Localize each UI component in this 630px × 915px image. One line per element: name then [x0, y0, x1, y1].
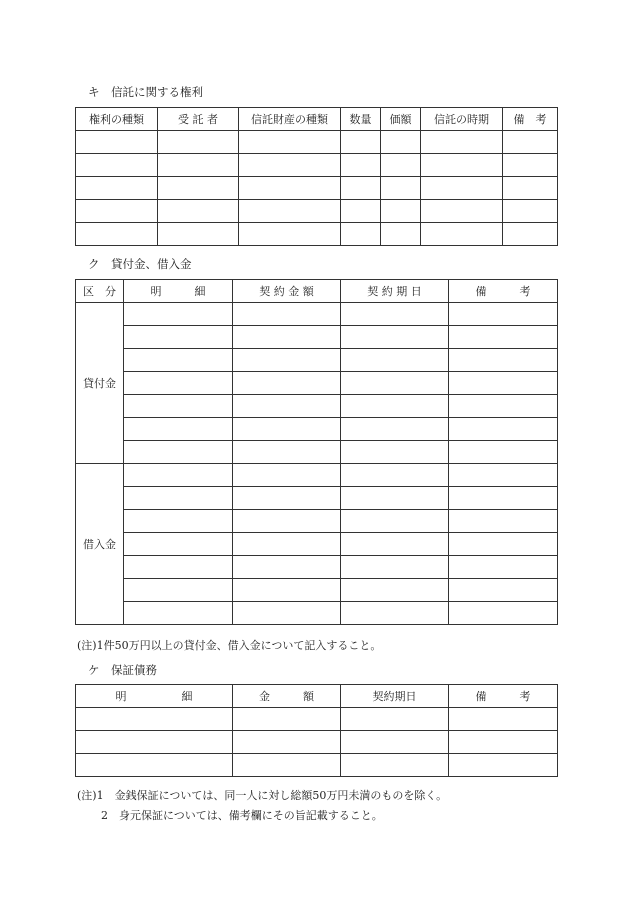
table-cell[interactable] [233, 731, 341, 754]
col-header-remarks: 備 考 [449, 280, 558, 303]
table-cell[interactable] [233, 418, 341, 441]
table-row [76, 602, 558, 625]
table-row [76, 349, 558, 372]
table-cell[interactable] [158, 177, 239, 200]
table-cell[interactable] [233, 533, 341, 556]
col-header-details: 明 細 [76, 685, 233, 708]
table-cell[interactable] [341, 349, 449, 372]
table-cell[interactable] [233, 708, 341, 731]
table-cell[interactable] [503, 177, 558, 200]
table-cell[interactable] [341, 533, 449, 556]
col-header-trustee: 受 託 者 [158, 108, 239, 131]
table-cell[interactable] [233, 579, 341, 602]
table-cell[interactable] [381, 200, 421, 223]
table-cell[interactable] [341, 754, 449, 777]
col-header-trust-property-type: 信託財産の種類 [239, 108, 341, 131]
table-cell[interactable] [341, 510, 449, 533]
table-row [76, 464, 558, 487]
table-row [76, 556, 558, 579]
guarantee-note-1: (注)1 金銭保証については、同一人に対し総額50万円未満のものを除く。 [77, 789, 448, 802]
table-cell[interactable] [341, 602, 449, 625]
table-cell[interactable] [124, 326, 233, 349]
table-cell[interactable] [158, 223, 239, 246]
loans-table [75, 279, 558, 625]
table-cell[interactable] [239, 200, 341, 223]
table-cell[interactable] [449, 418, 558, 441]
table-cell[interactable] [233, 556, 341, 579]
table-cell[interactable] [233, 602, 341, 625]
table-cell[interactable] [449, 533, 558, 556]
table-cell[interactable] [449, 303, 558, 326]
table-cell[interactable] [341, 464, 449, 487]
table-cell[interactable] [341, 223, 381, 246]
table-cell[interactable] [239, 223, 341, 246]
table-cell[interactable] [233, 464, 341, 487]
table-row [76, 418, 558, 441]
table-cell[interactable] [381, 177, 421, 200]
table-cell[interactable] [503, 200, 558, 223]
table-cell[interactable] [239, 131, 341, 154]
group-label-borrowing: 借入金 [76, 464, 124, 625]
table-cell[interactable] [341, 303, 449, 326]
table-cell[interactable] [449, 349, 558, 372]
table-cell[interactable] [341, 487, 449, 510]
table-cell[interactable] [449, 602, 558, 625]
table-cell[interactable] [341, 556, 449, 579]
table-cell[interactable] [233, 349, 341, 372]
table-cell[interactable] [158, 154, 239, 177]
table-cell[interactable] [341, 372, 449, 395]
table-cell[interactable] [233, 487, 341, 510]
table-cell[interactable] [381, 223, 421, 246]
guarantee-table [75, 684, 558, 777]
table-row [76, 395, 558, 418]
table-cell[interactable] [341, 326, 449, 349]
col-header-category: 区 分 [76, 280, 124, 303]
section-ku-heading: ク 貸付金、借入金 [88, 257, 192, 271]
section-ki-heading: キ 信託に関する権利 [88, 85, 203, 99]
table-cell[interactable] [449, 510, 558, 533]
table-cell[interactable] [449, 372, 558, 395]
table-cell[interactable] [158, 131, 239, 154]
table-cell[interactable] [76, 223, 158, 246]
table-cell[interactable] [503, 223, 558, 246]
table-cell[interactable] [449, 731, 558, 754]
table-cell[interactable] [503, 154, 558, 177]
table-cell[interactable] [233, 372, 341, 395]
table-cell[interactable] [503, 131, 558, 154]
section-ke-heading: ケ 保証債務 [88, 663, 157, 677]
table-cell[interactable] [449, 579, 558, 602]
table-cell[interactable] [449, 487, 558, 510]
table-cell[interactable] [124, 372, 233, 395]
table-cell[interactable] [76, 708, 233, 731]
table-row [76, 303, 558, 326]
table-row [76, 154, 558, 177]
table-cell[interactable] [76, 200, 158, 223]
table-cell[interactable] [124, 510, 233, 533]
col-header-contract-amount: 契 約 金 額 [233, 280, 341, 303]
table-cell[interactable] [124, 487, 233, 510]
guarantee-note-2: 2 身元保証については、備考欄にその旨記載すること。 [101, 809, 383, 822]
table-row [76, 200, 558, 223]
table-cell[interactable] [341, 177, 381, 200]
table-cell[interactable] [158, 200, 239, 223]
table-cell[interactable] [341, 154, 381, 177]
col-header-details: 明 細 [124, 280, 233, 303]
table-cell[interactable] [233, 510, 341, 533]
table-cell[interactable] [124, 395, 233, 418]
table-cell[interactable] [381, 154, 421, 177]
table-cell[interactable] [421, 177, 503, 200]
table-cell[interactable] [76, 754, 233, 777]
table-cell[interactable] [233, 303, 341, 326]
group-label-lending: 貸付金 [76, 303, 124, 464]
table-cell[interactable] [449, 708, 558, 731]
table-row [76, 441, 558, 464]
table-cell[interactable] [76, 177, 158, 200]
table-cell[interactable] [124, 418, 233, 441]
table-row [76, 510, 558, 533]
table-cell[interactable] [341, 418, 449, 441]
table-cell[interactable] [124, 579, 233, 602]
table-cell[interactable] [124, 464, 233, 487]
table-row [76, 326, 558, 349]
table-cell[interactable] [421, 200, 503, 223]
col-header-quantity: 数量 [341, 108, 381, 131]
table-cell[interactable] [449, 441, 558, 464]
table-cell[interactable] [76, 131, 158, 154]
table-cell[interactable] [449, 326, 558, 349]
table-cell[interactable] [421, 223, 503, 246]
table-row [76, 487, 558, 510]
table-cell[interactable] [233, 395, 341, 418]
table-cell[interactable] [124, 533, 233, 556]
table-cell[interactable] [449, 556, 558, 579]
table-row [76, 372, 558, 395]
col-header-value: 価額 [381, 108, 421, 131]
table-row [76, 708, 558, 731]
loans-note: (注)1件50万円以上の貸付金、借入金について記入すること。 [77, 639, 382, 652]
col-header-remarks: 備 考 [503, 108, 558, 131]
table-row [76, 177, 558, 200]
table-cell[interactable] [449, 464, 558, 487]
table-cell[interactable] [341, 395, 449, 418]
col-header-contract-date: 契 約 期 日 [341, 280, 449, 303]
table-cell[interactable] [421, 154, 503, 177]
table-row [76, 731, 558, 754]
table-cell[interactable] [233, 441, 341, 464]
table-cell[interactable] [76, 154, 158, 177]
table-row [76, 223, 558, 246]
table-row [76, 131, 558, 154]
table-cell[interactable] [449, 395, 558, 418]
table-cell[interactable] [341, 441, 449, 464]
table-cell[interactable] [233, 326, 341, 349]
table-cell[interactable] [239, 177, 341, 200]
table-cell[interactable] [124, 602, 233, 625]
table-row [76, 533, 558, 556]
trust-rights-table [75, 107, 558, 246]
table-cell[interactable] [421, 131, 503, 154]
table-cell[interactable] [239, 154, 341, 177]
col-header-right-type: 権利の種類 [76, 108, 158, 131]
table-cell[interactable] [233, 754, 341, 777]
table-row [76, 579, 558, 602]
table-row [76, 754, 558, 777]
table-cell[interactable] [124, 556, 233, 579]
col-header-remarks: 備 考 [449, 685, 558, 708]
table-cell[interactable] [341, 731, 449, 754]
table-cell[interactable] [124, 303, 233, 326]
col-header-trust-period: 信託の時期 [421, 108, 503, 131]
table-cell[interactable] [449, 754, 558, 777]
table-cell[interactable] [124, 441, 233, 464]
table-cell[interactable] [341, 579, 449, 602]
table-cell[interactable] [124, 349, 233, 372]
table-cell[interactable] [381, 131, 421, 154]
col-header-amount: 金 額 [233, 685, 341, 708]
table-cell[interactable] [76, 731, 233, 754]
col-header-contract-date: 契約期日 [341, 685, 449, 708]
table-cell[interactable] [341, 708, 449, 731]
table-cell[interactable] [341, 131, 381, 154]
table-cell[interactable] [341, 200, 381, 223]
